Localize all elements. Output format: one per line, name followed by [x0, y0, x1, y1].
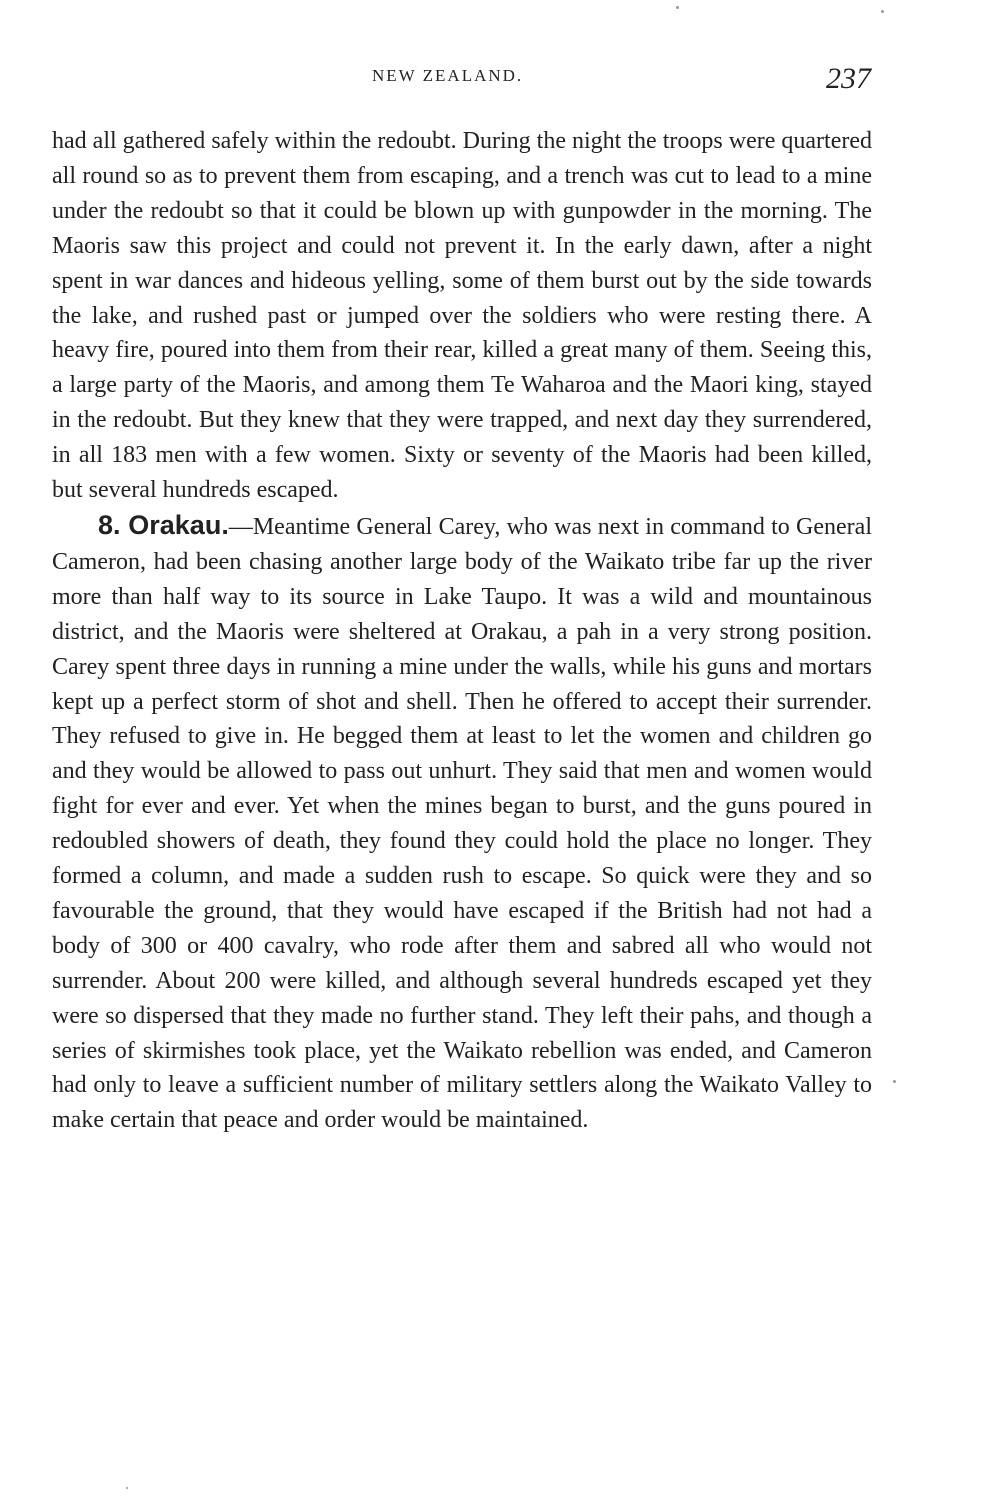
- page-body: [52, 124, 872, 1138]
- paragraph-orakau: [52, 508, 872, 1138]
- scan-speck: [881, 10, 884, 13]
- scan-speck: [126, 1487, 128, 1489]
- running-title: NEW ZEALAND.: [372, 66, 524, 85]
- section-text: —Meantime General Carey, who was next in command to General Cameron, had been chasing another large body of the Waikato tribe far up the river more than half way to its source in Lake Taupo. It was a wild and mountainous district, and the Maoris were sheltered at Orakau, a pah in a very strong position. Carey spent three days in running a mine under the walls, while his guns and mortars kept up a perfect storm of shot and shell. Then he offered to accept their surrender. They refused to give in. He begged them at least to let the women and children go and they would be allowed to pass out unhurt. They said that men and women would fight for ever and ever. Yet when the mines began to burst, and the guns poured in redoubled showers of death, they found they could hold the place no longer. They formed a column, and made a sudden rush to escape. So quick were they and so favourable the ground, that they would have escaped if the British had not had a body of 300 or 400 cavalry, who rode after them and sabred all who would not surrender. About 200 were killed, and although several hundreds escaped yet they were so dispersed that they made no further stand. They left their pahs, and though a series of skirmishes took place, yet the Waikato rebellion was ended, and Cameron had only to leave a sufficient number of military settlers along the Waikato Valley to make certain that peace and order would be maintained.: [52, 513, 872, 1134]
- running-head: [0, 62, 1000, 102]
- section-heading: 8. Orakau.: [98, 509, 229, 540]
- paragraph-redoubt: had all gathered safely within the redoubt. During the night the troops were quartered all round so as to prevent them from escaping, and a trench was cut to lead to a mine under the redoubt so that it could be blown up with gunpowder in the morning. The Maoris saw this project and could not prevent it. In the early dawn, after a night spent in war dances and hideous yelling, some of them burst out by the side towards the lake, and rushed past or jumped over the soldiers who were resting there. A heavy fire, poured into them from their rear, killed a great many of them. Seeing this, a large party of the Maoris, and among them Te Waharoa and the Maori king, stayed in the redoubt. But they knew that they were trapped, and next day they surrendered, in all 183 men with a few women. Sixty or seventy of the Maoris had been killed, but several hundreds escaped.: [52, 128, 872, 504]
- page-number: 237: [826, 62, 871, 95]
- scan-speck: [893, 1080, 896, 1083]
- scan-speck: [676, 6, 679, 9]
